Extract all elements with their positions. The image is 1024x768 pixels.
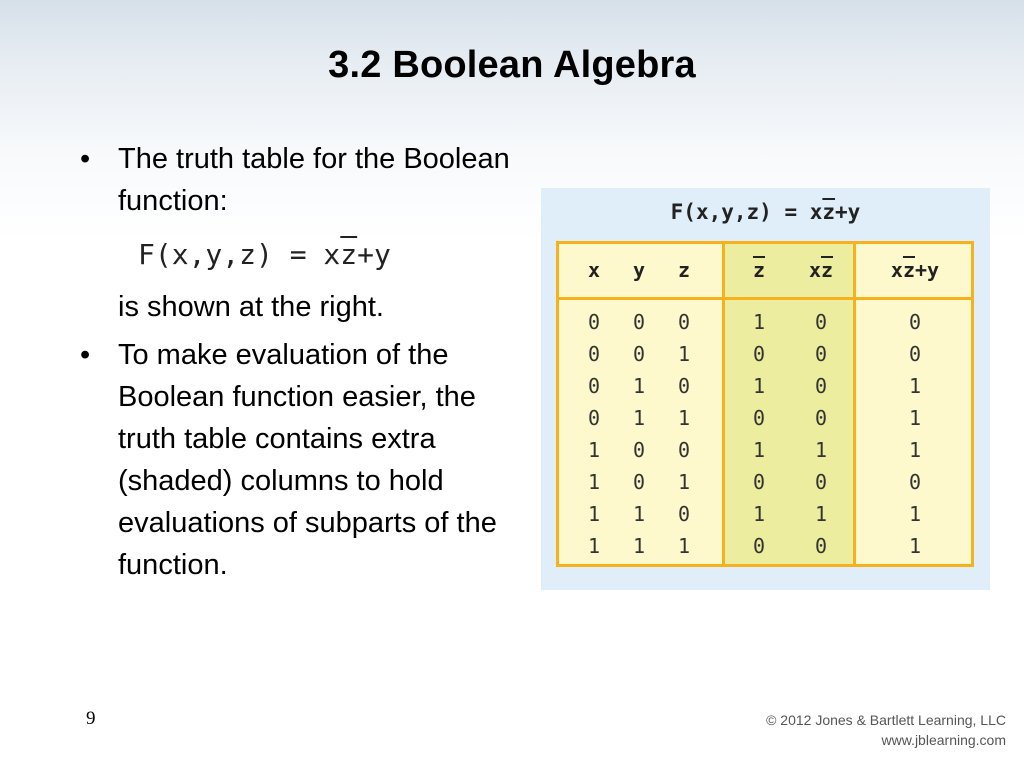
table-cell: 1: [908, 502, 922, 526]
truth-table-figure: [541, 188, 990, 590]
table-cell: 0: [908, 310, 922, 334]
table-cell: 1: [752, 502, 766, 526]
column-header: $\overline{z}$: [752, 258, 766, 282]
bullet-item-2: [80, 334, 540, 586]
table-cell: 0: [752, 342, 766, 366]
column-header: z: [677, 258, 691, 282]
figure-title: $F(x,y,z) = x\overline{z}+y$: [670, 200, 861, 224]
table-cell: 0: [814, 534, 828, 558]
table-cell: 0: [632, 342, 646, 366]
table-cell: 1: [908, 406, 922, 430]
table-cell: 1: [752, 438, 766, 462]
table-cell: 0: [587, 342, 601, 366]
table-cell: 0: [814, 406, 828, 430]
bullet-list: [80, 138, 540, 586]
table-cell: 0: [632, 310, 646, 334]
table-cell: 1: [632, 406, 646, 430]
page-number: 9: [86, 708, 96, 729]
bullet-text: The truth table for the Boolean function:: [118, 143, 510, 217]
bullet-item-1: [80, 138, 540, 222]
table-cell: 1: [677, 406, 691, 430]
table-cell: 0: [587, 406, 601, 430]
header-divider: [559, 297, 971, 300]
copyright-notice: [766, 710, 1006, 750]
table-cell: 0: [814, 310, 828, 334]
slide-title: 3.2 Boolean Algebra: [328, 44, 696, 86]
table-row: [559, 402, 971, 434]
table-cell: 0: [677, 502, 691, 526]
table-cell: 1: [587, 502, 601, 526]
table-cell: 0: [587, 374, 601, 398]
table-cell: 0: [632, 438, 646, 462]
bullet-symbol: •: [80, 143, 91, 175]
table-row: [559, 370, 971, 402]
table-cell: 0: [677, 438, 691, 462]
table-row: [559, 530, 971, 562]
table-cell: 0: [814, 470, 828, 494]
table-cell: 1: [908, 534, 922, 558]
table-row: [559, 434, 971, 466]
table-cell: 1: [908, 374, 922, 398]
table-cell: 1: [632, 502, 646, 526]
table-cell: 0: [908, 470, 922, 494]
table-cell: 0: [908, 342, 922, 366]
table-cell: 0: [752, 406, 766, 430]
table-row: [559, 338, 971, 370]
copyright-text: © 2012 Jones & Bartlett Learning, LLC: [766, 712, 1006, 728]
table-cell: 0: [677, 374, 691, 398]
function-formula: $F(x,y,z) = x\overline{z}+y$: [138, 238, 391, 271]
table-cell: 0: [752, 534, 766, 558]
table-cell: 1: [632, 374, 646, 398]
bullet-symbol: •: [80, 339, 91, 371]
table-row: [559, 306, 971, 338]
table-cell: 0: [814, 342, 828, 366]
column-header: y: [632, 258, 646, 282]
table-cell: 1: [908, 438, 922, 462]
table-cell: 1: [677, 534, 691, 558]
column-header: $x\overline{z}+y$: [890, 258, 940, 282]
table-cell: 0: [587, 310, 601, 334]
table-cell: 1: [752, 310, 766, 334]
bullet-text: To make evaluation of the Boolean function easier, the truth table contains extra (shaded) columns to hold evaluations of subparts of the function.: [118, 339, 497, 581]
table-cell: 1: [677, 470, 691, 494]
table-cell: 1: [587, 438, 601, 462]
table-cell: 1: [677, 342, 691, 366]
table-cell: 0: [814, 374, 828, 398]
column-header: $x\overline{z}$: [808, 258, 834, 282]
table-cell: 1: [587, 470, 601, 494]
table-cell: 0: [677, 310, 691, 334]
table-cell: 0: [752, 470, 766, 494]
table-cell: 1: [632, 534, 646, 558]
table-row: [559, 466, 971, 498]
table-cell: 1: [814, 502, 828, 526]
table-cell: 1: [814, 438, 828, 462]
table-cell: 1: [752, 374, 766, 398]
table-cell: 1: [587, 534, 601, 558]
header-row: [559, 254, 971, 286]
table-cell: 0: [632, 470, 646, 494]
bullet-continuation: is shown at the right.: [118, 291, 384, 323]
table-row: [559, 498, 971, 530]
truth-table: [556, 241, 974, 567]
website-link: www.jblearning.com: [881, 732, 1006, 748]
column-header: x: [587, 258, 601, 282]
